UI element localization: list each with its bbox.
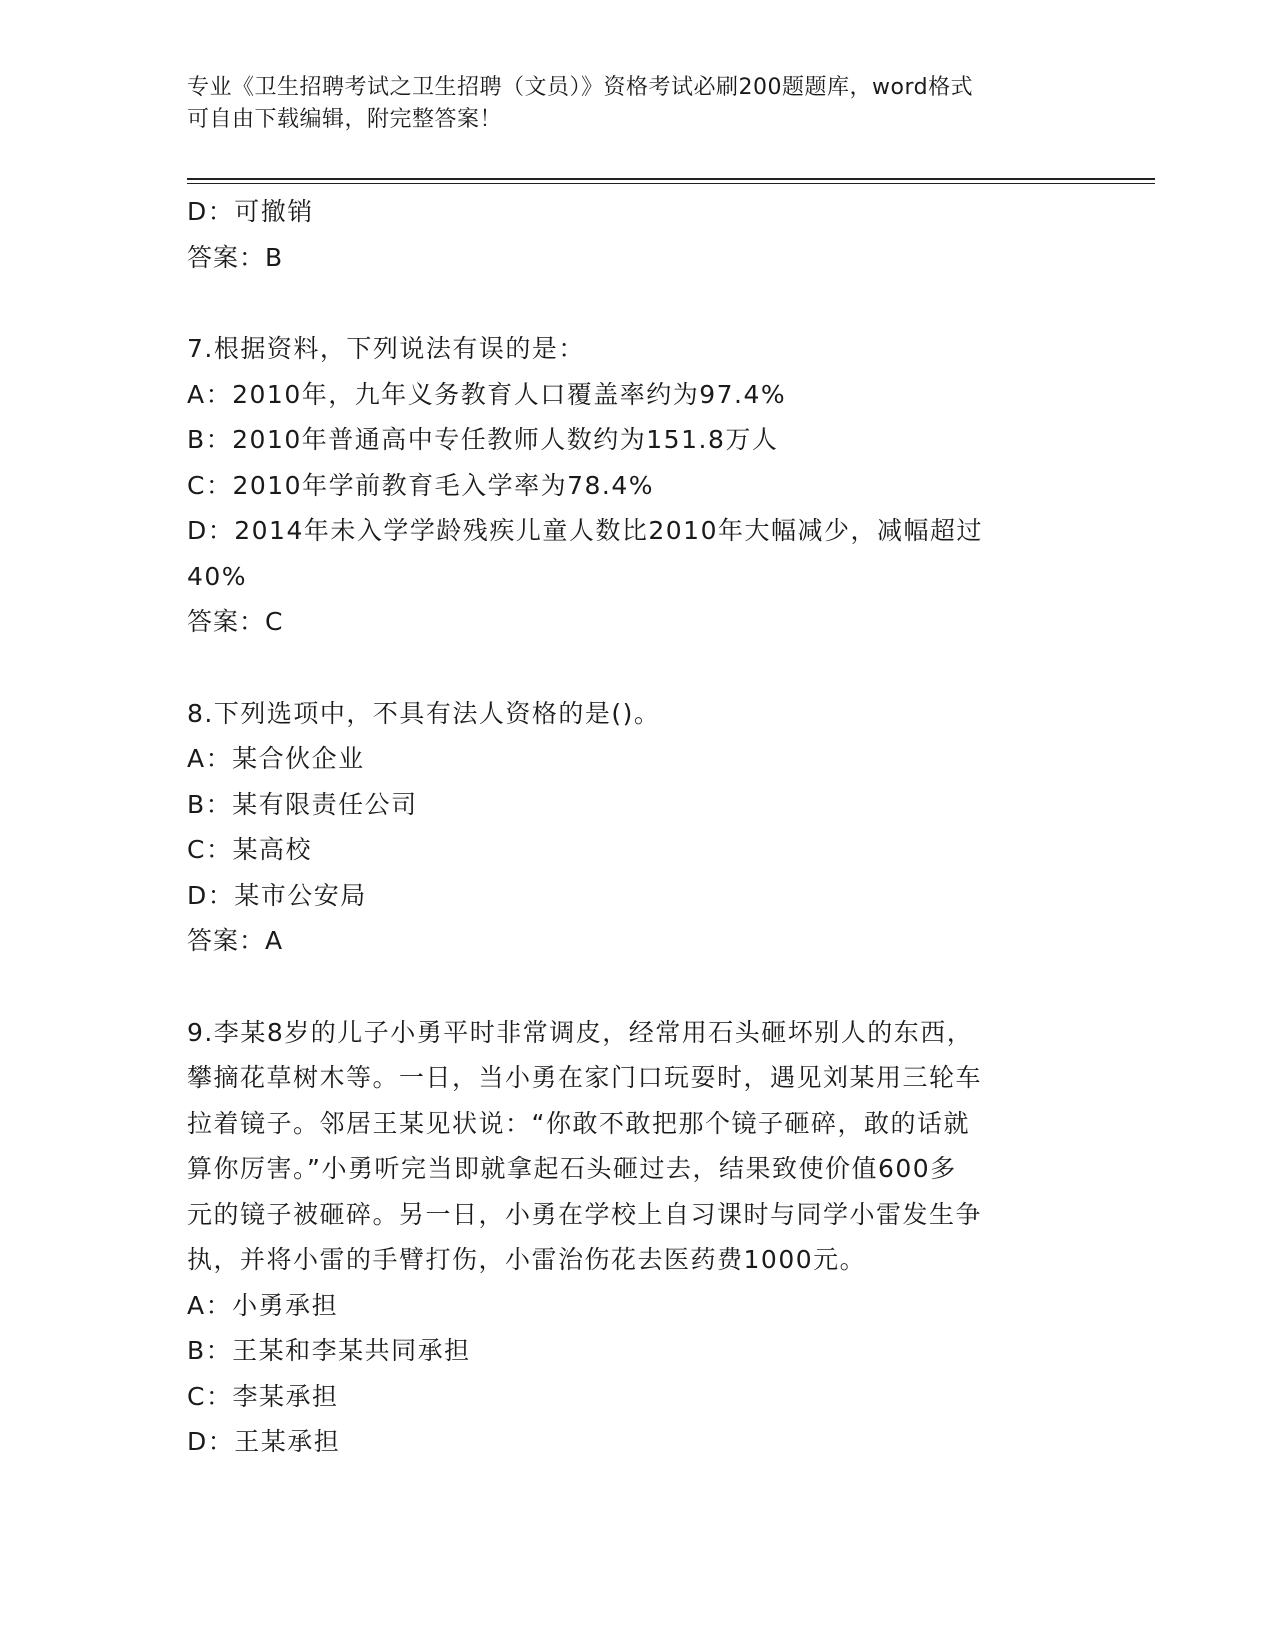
question-7-answer: 答案：C xyxy=(187,607,284,636)
question-9-option-a: A：小勇承担 xyxy=(187,1290,339,1320)
question-8-answer: 答案：A xyxy=(187,926,284,955)
prev-option-d: D：可撤销 xyxy=(187,197,314,226)
question-8-option-d: D：某市公安局 xyxy=(187,880,367,910)
question-7 xyxy=(187,326,1067,645)
spacer xyxy=(187,645,1067,691)
spacer xyxy=(187,280,1067,326)
header-title-line-1: 专业《卫生招聘考试之卫生招聘（文员）》资格考试必刷200题题库，word格式 xyxy=(187,75,974,100)
question-9-stem-line: 拉着镜子。邻居王某见状说：“你敢不敢把那个镜子砸碎，敢的话就 xyxy=(187,1108,970,1138)
question-7-option-c: C：2010年学前教育毛入学率为78.4% xyxy=(187,470,654,500)
question-8-option-a: A：某合伙企业 xyxy=(187,744,365,773)
question-7-option-a: A：2010年，九年义务教育人口覆盖率约为97.4% xyxy=(187,379,787,409)
question-9-stem-line: 元的镜子被砸碎。另一日，小勇在学校上自习课时与同学小雷发生争 xyxy=(187,1199,983,1229)
question-9-stem-line: 算你厉害。”小勇听完当即就拿起石头砸过去，结果致使价值600多 xyxy=(187,1154,957,1183)
question-9-option-b: B：王某和李某共同承担 xyxy=(187,1336,471,1365)
question-7-stem: 7.根据资料，下列说法有误的是： xyxy=(187,334,585,363)
prev-answer: 答案：B xyxy=(187,242,284,272)
question-9-stem-line: 执，并将小雷的手臂打伤，小雷治伤花去医药费1000元。 xyxy=(187,1245,867,1274)
page-header xyxy=(187,72,1067,136)
header-title-line-2: 可自由下载编辑，附完整答案！ xyxy=(187,107,503,132)
spacer xyxy=(187,964,1067,1010)
question-8-stem: 8.下列选项中，不具有法人资格的是()。 xyxy=(187,698,661,728)
question-9-option-c: C：李某承担 xyxy=(187,1381,339,1411)
question-8 xyxy=(187,691,1067,964)
header-divider-thin xyxy=(187,183,1155,184)
question-7-option-d: D：2014年未入学学龄残疾儿童人数比2010年大幅减少，减幅超过 xyxy=(187,516,983,545)
question-9-stem-line: 攀摘花草树木等。一日，当小勇在家门口玩耍时，遇见刘某用三轮车 xyxy=(187,1063,983,1092)
question-7-option-d-cont: 40% xyxy=(187,561,248,591)
question-8-option-b: B：某有限责任公司 xyxy=(187,789,418,819)
question-content xyxy=(187,189,1067,1465)
question-9 xyxy=(187,1010,1067,1465)
question-8-option-c: C：某高校 xyxy=(187,835,312,864)
header-divider-thick xyxy=(187,178,1155,180)
question-7-option-b: B：2010年普通高中专任教师人数约为151.8万人 xyxy=(187,425,779,454)
question-9-stem-line: 9.李某8岁的儿子小勇平时非常调皮，经常用石头砸坏别人的东西， xyxy=(187,1017,974,1047)
question-9-option-d: D：王某承担 xyxy=(187,1427,341,1456)
